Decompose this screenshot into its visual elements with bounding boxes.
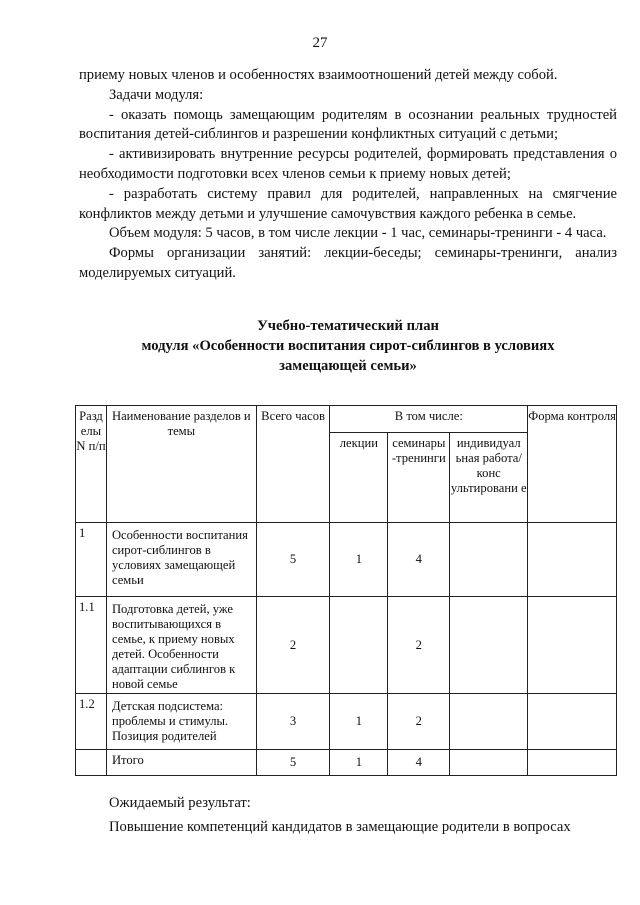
page-number: 27 <box>312 35 328 51</box>
cell-individual <box>450 694 528 750</box>
header-total-hours: Всего часов <box>256 406 330 523</box>
cell-control <box>528 523 617 597</box>
cell-name: Детская подсистема: проблемы и стимулы. Позиция родителей <box>106 694 256 750</box>
paragraph: Объем модуля: 5 часов, в том числе лекции - 1 час, семинары-тренинги - 4 часа. <box>109 225 607 242</box>
header-seminars: семинары -тренинги <box>388 433 450 523</box>
header-lectures: лекции <box>330 433 388 523</box>
table-total-row <box>76 750 617 776</box>
cell-individual <box>450 523 528 597</box>
paragraph: Формы организации занятий: лекции-беседы; семинары-тренинги, анализ моделируемых ситуаций. <box>79 245 617 281</box>
cell-control <box>528 750 617 776</box>
cell-number: 1 <box>76 523 107 597</box>
expected-result-section <box>79 794 617 838</box>
header-name: Наименование разделов и темы <box>106 406 256 523</box>
cell-seminars: 2 <box>388 597 450 694</box>
heading-line: модуля «Особенности воспитания сирот-сиблингов в условиях <box>141 337 555 354</box>
table-heading <box>79 317 617 376</box>
cell-number: 1.2 <box>76 694 107 750</box>
cell-lectures: 1 <box>330 750 388 776</box>
header-section-number: Разд елы N п/п <box>76 406 107 523</box>
cell-control <box>528 694 617 750</box>
body-text <box>79 66 617 284</box>
cell-name: Подготовка детей, уже воспитывающихся в семье, к приему новых детей. Особенности адаптации сиблингов к новой семье <box>106 597 256 694</box>
cell-total: 2 <box>256 597 330 694</box>
cell-name: Особенности воспитания сирот-сиблингов в условиях замещающей семьи <box>106 523 256 597</box>
paragraph: - разработать систему правил для родителей, направленных на смягчение конфликтов между детьми и улучшение самочувствия каждого ребенка в семье. <box>79 185 617 222</box>
cell-seminars: 2 <box>388 694 450 750</box>
cell-lectures: 1 <box>330 523 388 597</box>
cell-lectures: 1 <box>330 694 388 750</box>
table-row <box>76 523 617 597</box>
paragraph: Задачи модуля: <box>109 86 204 103</box>
paragraph: приему новых членов и особенностях взаимоотношений детей между собой. <box>79 67 558 83</box>
cell-total: 5 <box>256 523 330 597</box>
header-individual: индивидуал ьная работа/конс ультировани е <box>450 433 528 523</box>
header-including: В том числе: <box>330 406 528 433</box>
cell-individual <box>450 597 528 694</box>
heading-line: замещающей семьи» <box>279 357 417 374</box>
paragraph: - активизировать внутренние ресурсы родителей, формировать представления о необходимости подготовки всех членов семьи к приему новых детей; <box>79 146 617 182</box>
cell-total: 5 <box>256 750 330 776</box>
cell-control <box>528 597 617 694</box>
cell-total: 3 <box>256 694 330 750</box>
header-control-form: Форма контроля <box>528 406 617 523</box>
heading-line: Учебно-тематический план <box>257 318 439 334</box>
cell-total-label: Итого <box>106 750 256 776</box>
cell-seminars: 4 <box>388 523 450 597</box>
table-row <box>76 694 617 750</box>
table-row <box>76 597 617 694</box>
cell-number <box>76 750 107 776</box>
table-header-row <box>76 406 617 433</box>
cell-lectures <box>330 597 388 694</box>
expected-result-label: Ожидаемый результат: <box>109 795 251 811</box>
cell-individual <box>450 750 528 776</box>
cell-seminars: 4 <box>388 750 450 776</box>
cell-number: 1.1 <box>76 597 107 694</box>
paragraph: - оказать помощь замещающим родителям в осознании реальных трудностей воспитания детей-сиблингов и разрешении конфликтных ситуаций с детьми; <box>79 106 617 143</box>
expected-result-text: Повышение компетенций кандидатов в замещающие родители в вопросах <box>109 818 571 835</box>
curriculum-table <box>75 405 617 776</box>
